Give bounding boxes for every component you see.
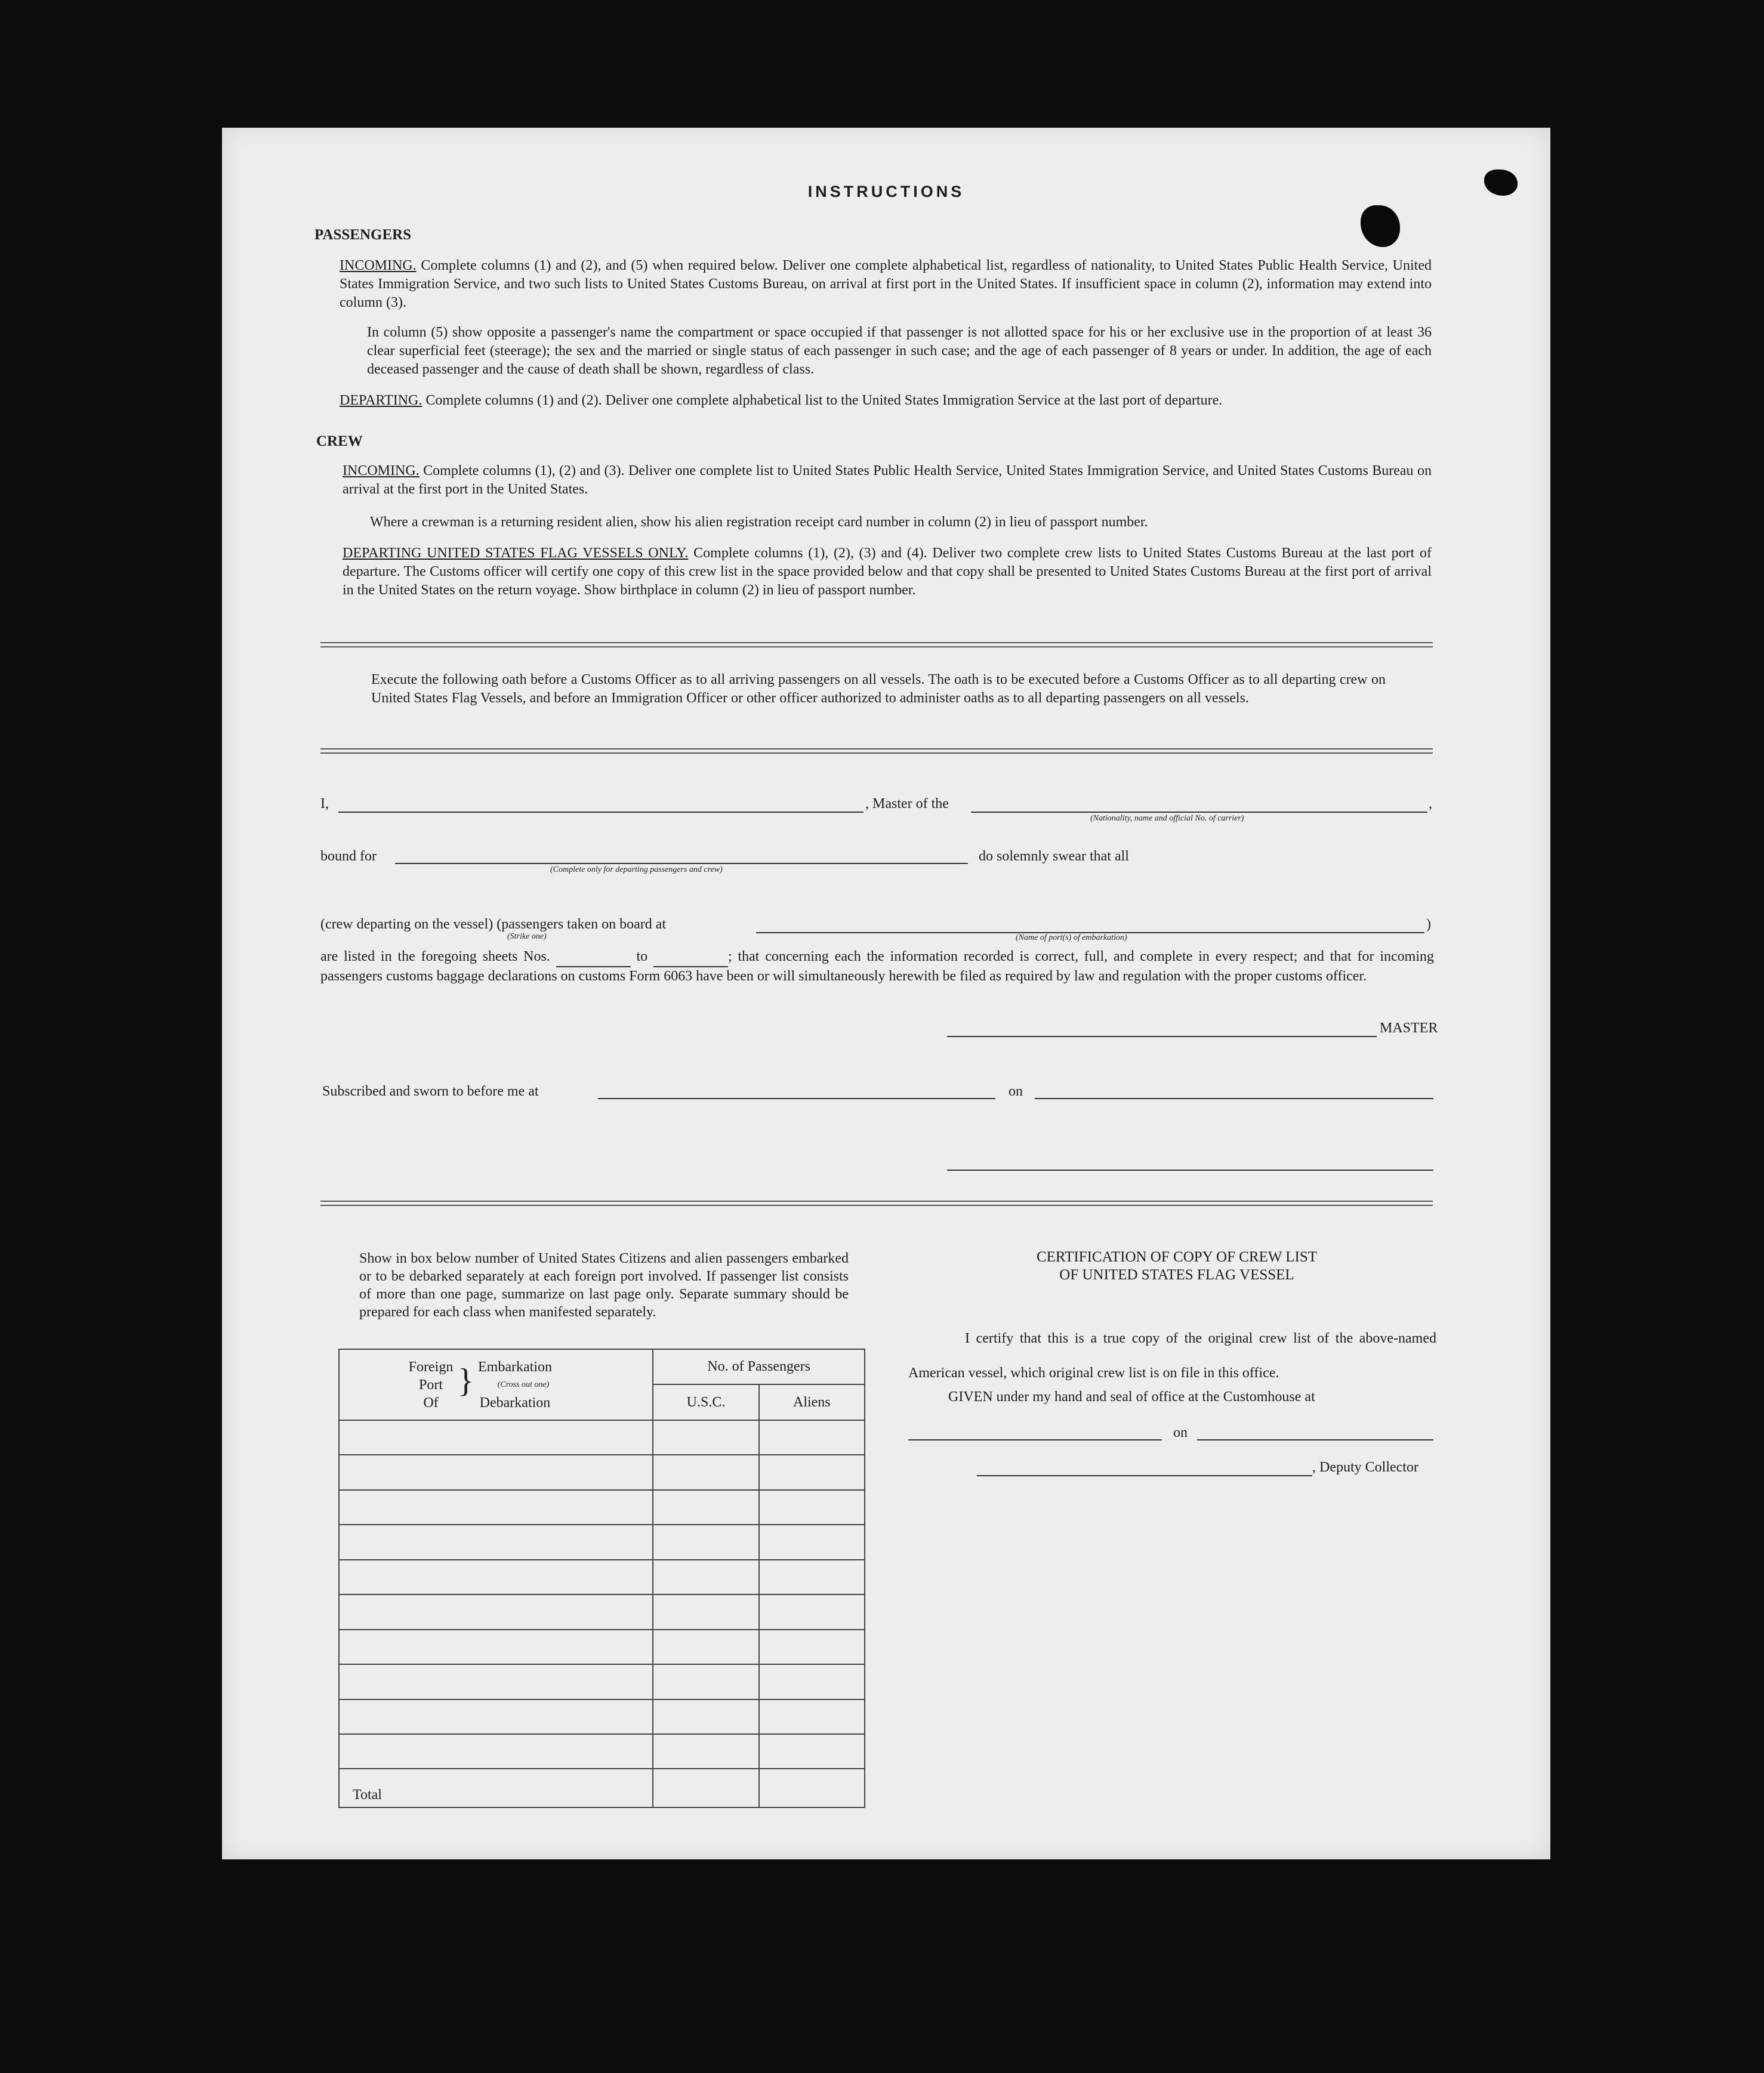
bound-for-field[interactable]	[395, 863, 968, 864]
sworn-on-label: on	[1009, 1084, 1023, 1099]
usc-cell[interactable]	[653, 1630, 758, 1664]
port-cell[interactable]	[339, 1420, 653, 1455]
aliens-cell[interactable]	[759, 1664, 865, 1699]
port-cell[interactable]	[339, 1630, 653, 1664]
aliens-cell[interactable]	[759, 1630, 865, 1664]
aliens-cell[interactable]	[759, 1560, 865, 1594]
passengers-heading: PASSENGERS	[314, 227, 412, 243]
embark-caption: (Name of port(s) of embarkation)	[1016, 933, 1127, 942]
subscribed-label: Subscribed and sworn to before me at	[322, 1084, 539, 1099]
table-row	[339, 1420, 865, 1455]
table-row	[339, 1664, 865, 1699]
certification-title-line2: OF UNITED STATES FLAG VESSEL	[1059, 1267, 1294, 1283]
ink-blot	[1361, 205, 1400, 247]
aliens-cell[interactable]	[759, 1525, 865, 1559]
passengers-count-header: No. of Passengers	[653, 1349, 865, 1384]
port-header	[339, 1349, 653, 1420]
oath-i-label: I,	[320, 796, 329, 812]
total-aliens-cell[interactable]	[759, 1769, 865, 1807]
passengers-column5: In column (5) show opposite a passenger's name the compartment or space occupied if that passenger is not allotted space for his or her exclusive use in the proportion of at least 36 clear superficial feet (steerage); the sex and the married or single status of each passenger in such case; and the age of each passenger of 8 years or under. In addition, the age of each deceased passenger and the cause of death shall be shown, regardless of class.	[367, 325, 1432, 377]
passengers-incoming-text: Complete columns (1) and (2), and (5) when required below. Deliver one complete alphabetical list, regardless of nationality, to United States Public Health Service, United States Immigration Service, and two such lists to United States Customs Bureau, on arrival at first port in the United States. If insufficient space in column (2), information may extend into column (3).	[340, 258, 1432, 310]
passengers-departing-label: DEPARTING.	[340, 393, 423, 408]
debarkation-label: Debarkation	[479, 1395, 551, 1411]
table-row	[339, 1630, 865, 1664]
crossout-label: (Cross out one)	[497, 1380, 550, 1389]
page-title: INSTRUCTIONS	[807, 183, 965, 200]
embarkation-label: Embarkation	[478, 1359, 552, 1375]
certification-date-field[interactable]	[1197, 1439, 1433, 1440]
aliens-cell[interactable]	[759, 1490, 865, 1525]
sheet-to-field[interactable]	[653, 948, 728, 967]
bound-for-label: bound for	[320, 849, 377, 864]
passenger-summary-table	[338, 1349, 865, 1808]
usc-cell[interactable]	[653, 1594, 758, 1629]
form-page	[222, 128, 1550, 1859]
usc-cell[interactable]	[653, 1664, 758, 1699]
port-cell[interactable]	[339, 1560, 653, 1594]
passengers-incoming	[340, 257, 1432, 312]
officer-signature-field[interactable]	[947, 1170, 1433, 1171]
certification-title-line1: CERTIFICATION OF COPY OF CREW LIST	[1036, 1249, 1318, 1265]
carrier-caption: (Nationality, name and official No. of carrier)	[1090, 814, 1244, 823]
crew-heading: CREW	[316, 433, 363, 449]
deputy-collector-label: , Deputy Collector	[1312, 1460, 1418, 1475]
crew-departing	[343, 544, 1432, 600]
aliens-cell[interactable]	[759, 1734, 865, 1769]
listed-statement	[320, 948, 1434, 986]
carrier-comma: ,	[1429, 796, 1432, 812]
sworn-date-field[interactable]	[1035, 1098, 1433, 1099]
usc-cell[interactable]	[653, 1490, 758, 1525]
customhouse-field[interactable]	[908, 1439, 1162, 1440]
usc-cell[interactable]	[653, 1455, 758, 1489]
master-of-label: , Master of the	[865, 796, 949, 812]
master-label: MASTER	[1380, 1020, 1438, 1036]
section-divider	[320, 1201, 1433, 1206]
crew-incoming	[343, 462, 1432, 499]
table-row	[339, 1734, 865, 1769]
certification-title	[908, 1248, 1445, 1284]
usc-header: U.S.C.	[653, 1384, 758, 1420]
master-name-field[interactable]	[338, 812, 864, 813]
port-cell[interactable]	[339, 1490, 653, 1525]
total-usc-cell[interactable]	[653, 1769, 758, 1807]
table-row	[339, 1525, 865, 1559]
port-cell[interactable]	[339, 1594, 653, 1629]
table-row	[339, 1594, 865, 1629]
crew-alien-note: Where a crewman is a returning resident alien, show his alien registration receipt card number in column (2) in lieu of passport number.	[370, 514, 1148, 530]
port-label: Port	[418, 1377, 443, 1393]
port-cell[interactable]	[339, 1455, 653, 1489]
given-statement: GIVEN under my hand and seal of office at the Customhouse at	[948, 1389, 1315, 1405]
embark-close-paren: )	[1426, 917, 1431, 932]
aliens-cell[interactable]	[759, 1594, 865, 1629]
section-divider	[320, 748, 1433, 754]
sworn-place-field[interactable]	[598, 1098, 995, 1099]
usc-cell[interactable]	[653, 1525, 758, 1559]
port-cell[interactable]	[339, 1664, 653, 1699]
crew-departing-text: Complete columns (1), (2), (3) and (4). Deliver two complete crew lists to United States Customs Bureau at the last port of departure. The Customs officer will certify one copy of this crew list in the space provided below and that copy shall be presented to United States Customs Bureau at the first port of arrival in the United States on the return voyage. Show birthplace in column (2) in lieu of passport number.	[343, 545, 1432, 598]
carrier-field[interactable]	[971, 812, 1427, 813]
certify-statement: I certify that this is a true copy of the original crew list of the above-named American vessel, which original crew list is on file in this office.	[908, 1331, 1436, 1381]
deputy-signature-field[interactable]	[977, 1475, 1312, 1476]
table-row	[339, 1455, 865, 1489]
oath-intro: Execute the following oath before a Customs Officer as to all arriving passengers on all vessels. The oath is to be executed before a Customs Officer as to all departing crew on United States Flag Vessels, and before an Immigration Officer or other officer authorized to administer oaths as to all departing passengers on all vessels.	[371, 672, 1386, 706]
master-signature-field[interactable]	[947, 1036, 1377, 1037]
aliens-cell[interactable]	[759, 1420, 865, 1455]
passengers-incoming-label: INCOMING.	[340, 258, 417, 273]
foreign-label: Foreign	[408, 1359, 454, 1375]
sheet-from-field[interactable]	[556, 948, 631, 967]
total-label: Total	[339, 1769, 653, 1807]
crew-departing-label: DEPARTING UNITED STATES FLAG VESSELS ONLY.	[343, 545, 689, 561]
port-cell[interactable]	[339, 1734, 653, 1769]
to-label: to	[636, 949, 648, 964]
swear-label: do solemnly swear that all	[979, 849, 1129, 864]
strike-caption: (Strike one)	[507, 932, 547, 941]
summary-instructions: Show in box below number of United States Citizens and alien passengers embarked or to be debarked separately at each foreign port involved. If passenger list consists of more than one page, summarize on last page only. Separate summary should be prepared for each class when manifested separately.	[359, 1251, 849, 1320]
passengers-departing	[340, 391, 1432, 410]
brace: }	[458, 1362, 474, 1399]
usc-cell[interactable]	[653, 1734, 758, 1769]
total-row	[339, 1769, 865, 1807]
aliens-header: Aliens	[759, 1384, 865, 1420]
table-row	[339, 1560, 865, 1594]
table-row	[339, 1490, 865, 1525]
usc-cell[interactable]	[653, 1560, 758, 1594]
passengers-departing-text: Complete columns (1) and (2). Deliver one complete alphabetical list to the United States Immigration Service at the last port of departure.	[425, 393, 1223, 408]
usc-cell[interactable]	[653, 1699, 758, 1734]
crew-incoming-text: Complete columns (1), (2) and (3). Deliver one complete list to United States Public Health Service, United States Immigration Service, and United States Customs Bureau on arrival at the first port in the United States.	[343, 463, 1432, 497]
listed-rest: ; that concerning each the information recorded is correct, full, and complete in every respect; and that for incoming passengers customs baggage declarations on customs Form 6063 have been or will simultaneously herewith be filed as required by law and regulation with the proper customs officer.	[320, 949, 1435, 984]
table-row	[339, 1699, 865, 1734]
certification-on-label: on	[1173, 1425, 1188, 1440]
port-cell[interactable]	[339, 1699, 653, 1734]
aliens-cell[interactable]	[759, 1699, 865, 1734]
crew-departing-label: (crew departing on the vessel) (passengers taken on board at	[320, 917, 667, 932]
port-cell[interactable]	[339, 1525, 653, 1559]
usc-cell[interactable]	[653, 1420, 758, 1455]
of-label: Of	[423, 1395, 439, 1411]
bound-caption: (Complete only for departing passengers and crew)	[550, 865, 723, 874]
section-divider	[320, 642, 1433, 647]
crew-incoming-label: INCOMING.	[343, 463, 420, 479]
listed-start: are listed in the foregoing sheets Nos.	[320, 949, 550, 964]
aliens-cell[interactable]	[759, 1455, 865, 1489]
